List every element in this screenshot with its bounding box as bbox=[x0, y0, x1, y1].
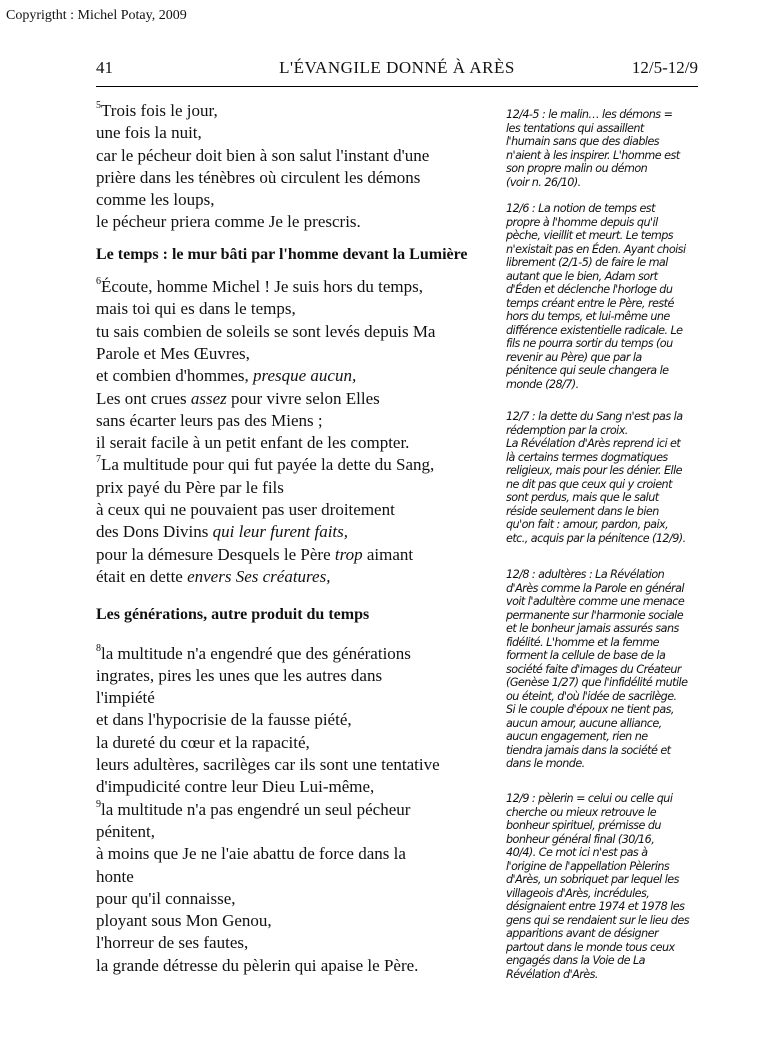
verse-line: le pécheur priera comme Je le prescris. bbox=[96, 212, 361, 232]
page-number: 41 bbox=[96, 58, 113, 77]
note-line: (voir n. 26/10). bbox=[506, 175, 581, 189]
page-header bbox=[96, 58, 698, 82]
note-line: (Genèse 1/27) que l'infidélité mutile bbox=[506, 676, 688, 689]
note-line: l'origine de l'appellation Pèlerins bbox=[506, 859, 670, 873]
verse-line: ingrates, pires les unes que les autres dans bbox=[96, 665, 383, 685]
verse-line: et dans l'hypocrisie de la fausse piété, bbox=[96, 710, 352, 730]
margin-note bbox=[506, 202, 706, 391]
note-line: les tentations qui assaillent bbox=[506, 121, 644, 135]
verse-number: 8 bbox=[96, 642, 101, 654]
verse-line: ployant sous Mon Genou, bbox=[96, 911, 272, 931]
note-line: cherche ou mieux retrouve le bbox=[506, 805, 657, 819]
note-line: n'existait pas en Éden. Ayant choisi bbox=[506, 242, 686, 256]
note-line: d'Arès comme la Parole en général bbox=[506, 581, 684, 595]
note-line: autant que le bien, Adam sort bbox=[506, 269, 658, 283]
note-line: société faite d'images du Créateur bbox=[506, 662, 681, 676]
note-line: librement (2/1-5) de faire le mal bbox=[506, 256, 668, 269]
section-heading: Les générations, autre produit du temps bbox=[96, 606, 370, 624]
main-text bbox=[96, 100, 501, 977]
verse-line: $^6$Écoute, homme Michel ! Je suis hors du temps, bbox=[96, 276, 424, 297]
note-line: pénitence qui seule changera le bbox=[506, 364, 669, 377]
note-line: d'Arès, un sobriquet par lequel les bbox=[506, 873, 679, 886]
verse-line: prière dans les ténèbres où circulent les démons bbox=[96, 167, 421, 187]
verse-line: pénitent, bbox=[96, 821, 156, 841]
note-line: là certains termes dogmatiques bbox=[506, 450, 668, 464]
note-line: religieux, mais pour les dénier. Elle bbox=[506, 464, 682, 477]
note-line: aucun engagement, rien ne bbox=[506, 730, 648, 743]
verse-line: honte bbox=[96, 866, 134, 886]
verse-line: l'horreur de ses fautes, bbox=[96, 933, 249, 953]
note-line: 12/8 : adultères : La Révélation bbox=[506, 568, 665, 581]
note-line: gens qui se rendaient sur le lieu des bbox=[506, 913, 689, 927]
note-line: partout dans le monde tous ceux bbox=[506, 940, 675, 954]
note-line: 40/4). Ce mot ici n'est pas à bbox=[506, 846, 648, 859]
note-line: tiendra jamais dans la société et bbox=[506, 743, 671, 757]
margin-note bbox=[506, 410, 706, 545]
verse-number: 5 bbox=[96, 100, 101, 111]
note-line: revenir au Père) que par la bbox=[506, 350, 642, 364]
verse-line: des Dons Divins qui leur furent faits, bbox=[96, 522, 349, 542]
note-line: engagés dans la Voie de La bbox=[506, 954, 645, 967]
section-heading: Le temps : le mur bâti par l'homme devant la Lumière bbox=[96, 245, 468, 263]
verse-line: la grande détresse du pèlerin qui apaise le Père. bbox=[96, 955, 419, 975]
verse-line: $^8$la multitude n'a engendré que des générations bbox=[96, 642, 411, 663]
chapter-reference: 12/5-12/9 bbox=[631, 58, 698, 77]
verse-line: $^7$La multitude pour qui fut payée la dette du Sang, bbox=[96, 454, 435, 475]
verse-line: il serait facile à un petit enfant de les compter. bbox=[96, 433, 410, 453]
verse-number: 7 bbox=[96, 454, 101, 466]
book-title: L'ÉVANGILE DONNÉ À ARÈS bbox=[279, 58, 515, 77]
note-line: fils ne pourra sortir du temps (ou bbox=[506, 337, 673, 350]
note-line: son propre malin ou démon bbox=[506, 162, 648, 175]
note-line: réside seulement dans le bien bbox=[506, 504, 659, 518]
header-rule bbox=[96, 86, 698, 87]
note-line: hors du temps, et lui-même une bbox=[506, 310, 670, 323]
verse-line: $^9$la multitude n'a pas engendré un seul pécheur bbox=[96, 798, 411, 819]
verse-line: $^5$Trois fois le jour, bbox=[96, 100, 218, 120]
margin-note bbox=[506, 568, 706, 771]
note-line: 12/4-5 : le malin… les démons = bbox=[506, 108, 673, 121]
verse-line: une fois la nuit, bbox=[96, 123, 202, 143]
note-line: l'humain sans que des diables bbox=[506, 135, 660, 148]
verse-line: était en dette envers Ses créatures, bbox=[96, 566, 331, 586]
margin-note bbox=[506, 108, 706, 189]
note-line: 12/7 : la dette du Sang n'est pas la bbox=[506, 410, 683, 423]
note-line: permanente sur l'harmonie sociale bbox=[506, 608, 684, 622]
verse-line: à moins que Je ne l'aie abattu de force dans la bbox=[96, 844, 406, 864]
note-line: dans le monde. bbox=[506, 757, 585, 770]
note-line: et le bonheur jamais assurés sans bbox=[506, 622, 679, 635]
verse-line: Les ont crues assez pour vivre selon Elles bbox=[96, 388, 380, 408]
note-line: voit l'adultère comme une menace bbox=[506, 595, 685, 608]
note-line: pèche, vieillit et meurt. Le temps bbox=[506, 229, 674, 242]
note-line: n'aient à les inspirer. L'homme est bbox=[506, 148, 680, 162]
note-line: ou éteint, d'où l'idée de sacrilège. bbox=[506, 689, 677, 703]
verse-line: et combien d'hommes, presque aucun, bbox=[96, 366, 357, 386]
verse-number: 9 bbox=[96, 798, 101, 810]
note-line: Si le couple d'époux ne tient pas, bbox=[506, 703, 674, 716]
note-line: rédemption par la croix. bbox=[506, 423, 628, 437]
note-line: monde (28/7). bbox=[506, 377, 579, 391]
verse-line: leurs adultères, sacrilèges car ils sont une tentative bbox=[96, 755, 440, 775]
note-line: sont perdus, mais que le salut bbox=[506, 491, 659, 504]
verse-line: l'impiété bbox=[96, 688, 155, 708]
verse-line: car le pécheur doit bien à son salut l'instant d'une bbox=[96, 145, 430, 165]
verse-line: prix payé du Père par le fils bbox=[96, 477, 284, 497]
verse-line: à ceux qui ne pouvaient pas user droitement bbox=[96, 500, 395, 520]
note-line: fidélité. L'homme et la femme bbox=[506, 635, 660, 649]
verse-number: 6 bbox=[96, 276, 101, 288]
note-line: d'Éden et déclenche l'horloge du bbox=[506, 283, 673, 296]
verse-line: sans écarter leurs pas des Miens ; bbox=[96, 410, 323, 430]
verse-line: mais toi qui es dans le temps, bbox=[96, 299, 296, 319]
note-line: bonheur spirituel, prémisse du bbox=[506, 819, 661, 832]
note-line: bonheur général final (30/16, bbox=[506, 832, 655, 846]
note-line: aucun amour, aucune alliance, bbox=[506, 716, 662, 730]
note-line: forment la cellule de base de la bbox=[506, 649, 666, 662]
verse-line: comme les loups, bbox=[96, 190, 215, 210]
verse-line: Parole et Mes Œuvres, bbox=[96, 343, 250, 363]
note-line: propre à l'homme depuis qu'il bbox=[506, 215, 658, 229]
copyright-notice: Copyrigtht : Michel Potay, 2009 bbox=[6, 8, 187, 23]
note-line: 12/9 : pèlerin = celui ou celle qui bbox=[506, 792, 673, 805]
note-line: 12/6 : La notion de temps est bbox=[506, 202, 655, 215]
note-line: La Révélation d'Arès reprend ici et bbox=[506, 437, 681, 450]
margin-note bbox=[506, 792, 706, 981]
verse-line: tu sais combien de soleils se sont levés depuis Ma bbox=[96, 321, 436, 341]
note-line: temps créant entre le Père, resté bbox=[506, 296, 674, 310]
verse-line: d'impudicité contre leur Dieu Lui-même, bbox=[96, 777, 375, 797]
note-line: villageois d'Arès, incrédules, bbox=[506, 886, 650, 900]
note-line: ne dit pas que ceux qui y croient bbox=[506, 477, 672, 491]
note-line: etc., acquis par la pénitence (12/9). bbox=[506, 531, 686, 545]
note-line: Révélation d'Arès. bbox=[506, 967, 598, 981]
verse-line: la dureté du cœur et la rapacité, bbox=[96, 732, 310, 752]
note-line: qu'on fait : amour, pardon, paix, bbox=[506, 518, 669, 531]
note-line: désignaient entre 1974 et 1978 les bbox=[506, 900, 685, 913]
note-line: apparitions avant de désigner bbox=[506, 927, 658, 940]
verse-line: pour qu'il connaisse, bbox=[96, 888, 236, 908]
note-line: différence existentielle radicale. Le bbox=[506, 323, 683, 337]
verse-line: pour la démesure Desquels le Père trop aimant bbox=[96, 544, 414, 564]
